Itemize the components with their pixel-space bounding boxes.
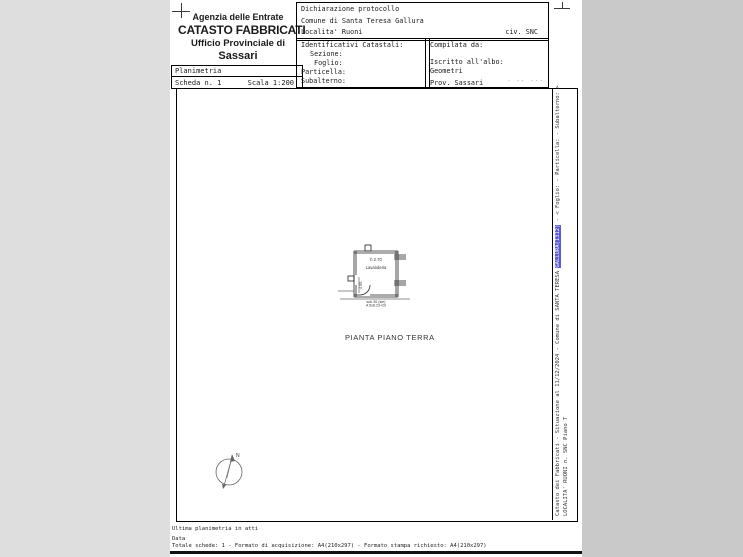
localita-line: Localita' Ruoni	[301, 28, 363, 36]
north-arrow-head	[230, 454, 235, 462]
room-name-label: Lavanderia	[365, 265, 387, 270]
sidebar-divider-line	[552, 88, 553, 520]
planimetria-box	[171, 65, 303, 89]
declaration-box	[296, 2, 549, 41]
prov-label: Prov. Sassari	[430, 79, 484, 87]
rotated-metadata-strip	[554, 85, 576, 520]
identificativi-box	[296, 38, 430, 88]
document-page	[170, 0, 582, 557]
footer-data-line: Data	[172, 536, 186, 542]
metadata-line2: LOCALITA' RUONI n. SNC Piano T	[563, 416, 569, 516]
compilata-title: Compilata da:	[430, 41, 484, 49]
prov-dots: . .. ...	[507, 76, 544, 83]
office-line: Ufficio Provinciale di	[191, 38, 285, 50]
north-label: N	[236, 453, 240, 459]
footer-ultima-line: Ultima planimetria in atti	[172, 526, 259, 532]
compilata-box	[425, 38, 549, 88]
metadata-line1	[554, 84, 562, 516]
compass-rose	[210, 448, 250, 492]
dichiarazione-line: Dichiarazione protocollo	[301, 5, 400, 13]
room-height-label: h 2.70	[370, 257, 382, 262]
metadata-highlight: GALLURA(I312)	[555, 224, 561, 268]
door-jamb	[348, 276, 354, 281]
civ-label: civ. SNC	[505, 28, 538, 36]
agency-header	[178, 12, 306, 64]
sub-annotation: sub 30 (sm)	[366, 300, 386, 304]
dimension-label: 4.95	[359, 281, 363, 289]
subalterno-label: Subalterno:	[301, 77, 347, 85]
sezione-label: Sezione:	[310, 50, 343, 58]
chimney-symbol	[365, 245, 371, 251]
office-city: Sassari	[218, 50, 258, 63]
comune-line: Comune di Santa Teresa Gallura	[301, 16, 424, 25]
scheda-label: Scheda n. 1	[175, 78, 222, 87]
footer-formato-line: Totale schede: 1 - Formato di acquisizione: A4(210x297) - Formato stampa richiesto: A4(210x297)	[172, 543, 487, 549]
planimetria-label: Planimetria	[172, 66, 302, 77]
scheda-row	[172, 77, 302, 87]
agency-name: Agenzia delle Entrate	[192, 12, 284, 22]
crop-mark-top-right-v	[562, 2, 563, 9]
particella-label: Particella:	[301, 68, 347, 76]
floor-plan-drawing	[338, 240, 416, 308]
albo-value: Geometri	[430, 67, 463, 75]
foglio-label: Foglio:	[314, 59, 343, 67]
bottom-border-bar	[170, 551, 582, 554]
viewer-left-margin	[0, 0, 170, 557]
albo-label: Iscritto all'albo:	[430, 58, 504, 66]
plan-caption: PIANTA PIANO TERRA	[345, 333, 435, 342]
scala-label: Scala 1:200	[247, 78, 294, 87]
metadata-pre: Catasto dei Fabbricati - Situazione al 11/12/2024 - Comune di SANTA TERESA	[555, 267, 561, 516]
area-annotation: A 5x8.23+20	[365, 303, 387, 308]
catasto-title: CATASTO FABBRICATI	[178, 23, 306, 38]
metadata-post: - < Foglio: - Particella: - Subalterno: >	[555, 85, 561, 225]
identificativi-title: Identificativi Catastali:	[301, 41, 404, 49]
